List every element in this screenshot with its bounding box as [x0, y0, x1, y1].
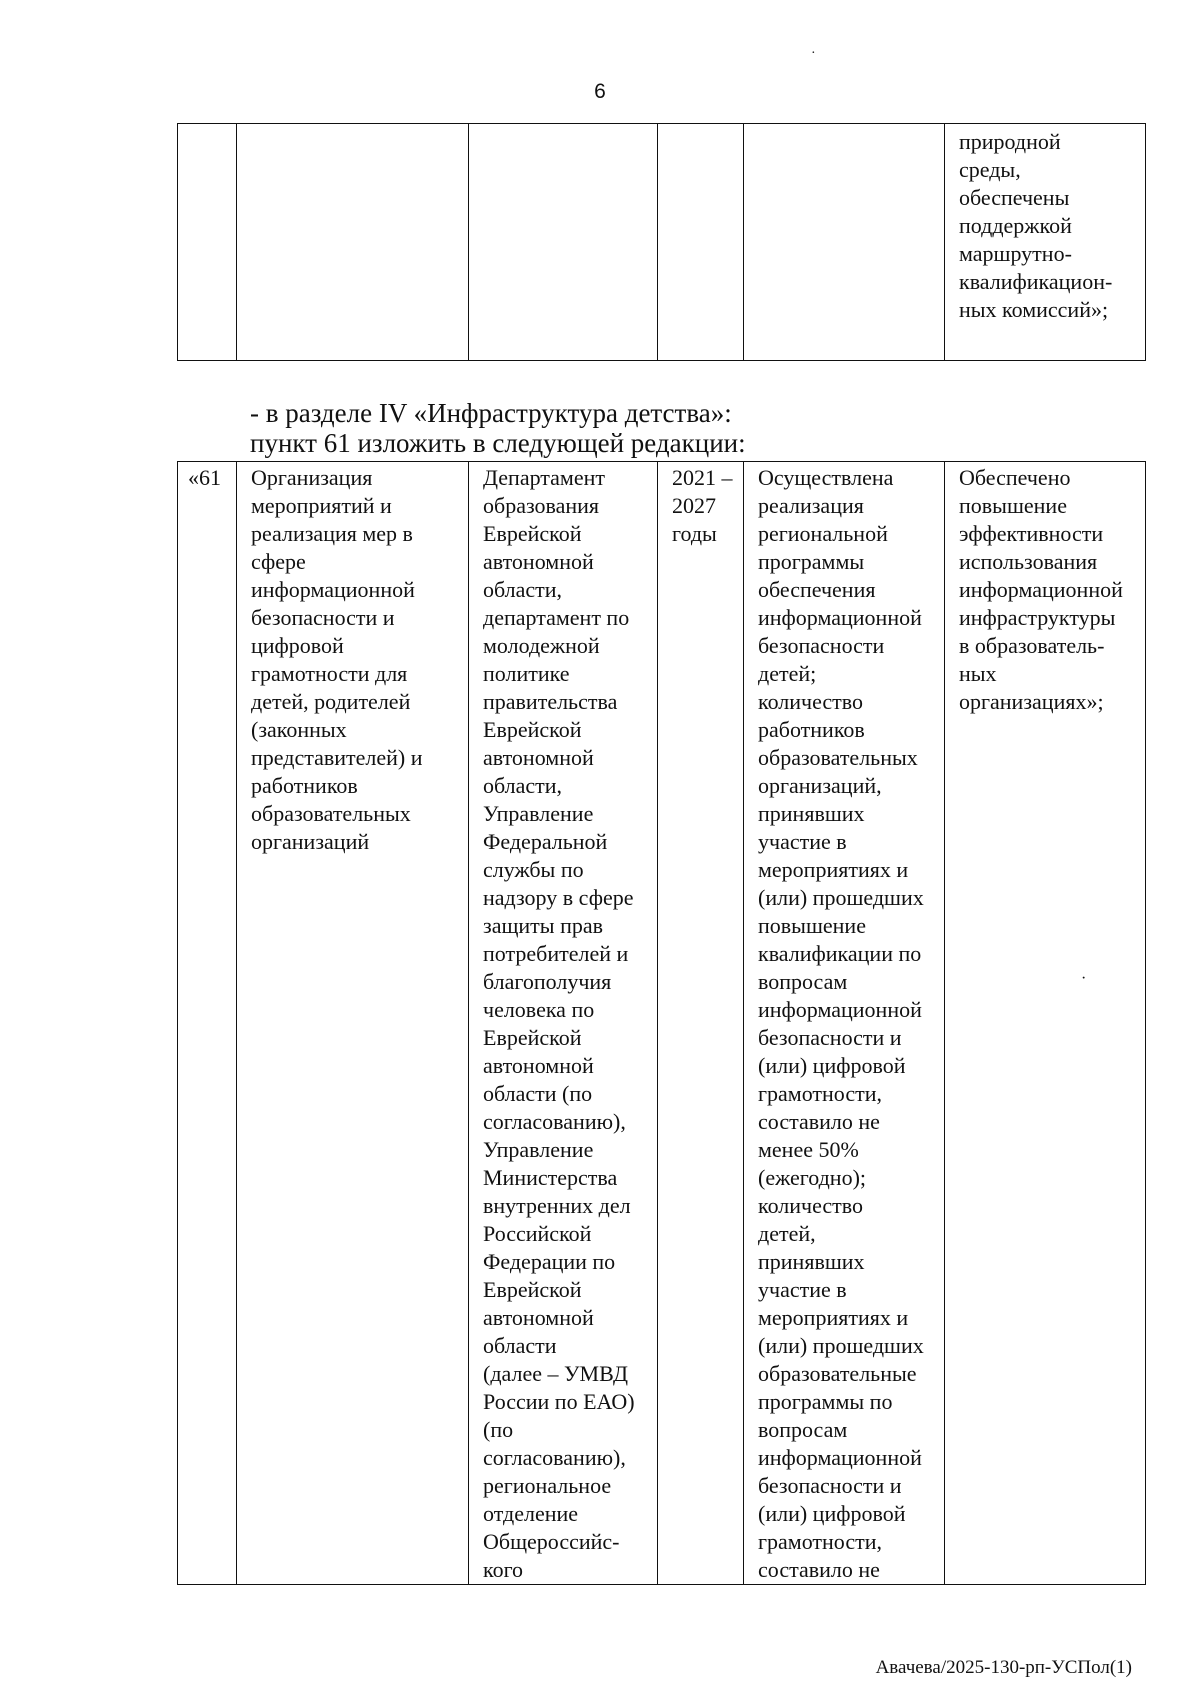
item-intro: пункт 61 изложить в следующей редакции:	[250, 428, 746, 458]
scan-speck: ·	[1081, 970, 1087, 987]
cell-years	[658, 124, 744, 361]
item-activity: Организация мероприятий и реализация мер в сфере информационной безопасности и цифровой грамотности для детей, родителей (законных представителей) и работников образовательных организаций	[237, 462, 469, 1585]
item-result: Обеспечено повышение эффективности использования информационной инфраструктуры в образователь- ных организациях»;	[945, 462, 1146, 1585]
cell-indicators	[744, 124, 945, 361]
continuation-table	[177, 123, 1146, 361]
table-row	[178, 124, 1146, 361]
cell-executors	[469, 124, 658, 361]
cell-number	[178, 124, 237, 361]
item-number: «61	[178, 462, 237, 1585]
document-code: Авачева/2025-130-рп-УСПол(1)	[875, 1657, 1132, 1678]
item-years: 2021 – 2027 годы	[658, 462, 744, 1585]
cell-activity	[237, 124, 469, 361]
item-indicators: Осуществлена реализация региональной программы обеспечения информационной безопасности детей; количество работников образовательных организаций, принявших участие в мероприятиях и (или) прошедших повышение квалификации по вопросам информационной безопасности и (или) цифровой грамотности, составило не менее 50% (ежегодно); количество детей, принявших участие в мероприятиях и (или) прошедших образовательные программы по вопросам информационной безопасности и (или) цифровой грамотности, составило не	[744, 462, 945, 1585]
cell-result: природной среды, обеспечены поддержкой маршрутно- квалификацион- ных комиссий»;	[945, 124, 1146, 361]
page-number: 6	[594, 80, 606, 103]
scan-speck: ·	[811, 46, 816, 61]
item-61-table	[177, 461, 1146, 1585]
table-row	[178, 462, 1146, 1585]
item-executors: Департамент образования Еврейской автономной области, департамент по молодежной политике правительства Еврейской автономной области, Управление Федеральной службы по надзору в сфере защиты прав потребителей и благополучия человека по Еврейской автономной области (по согласованию), Управление Министерства внутренних дел Российской Федерации по Еврейской автономной области (далее – УМВД России по ЕАО) (по согласованию), региональное отделение Общероссийс- кого	[469, 462, 658, 1585]
section-intro: - в разделе IV «Инфраструктура детства»:	[250, 398, 732, 428]
